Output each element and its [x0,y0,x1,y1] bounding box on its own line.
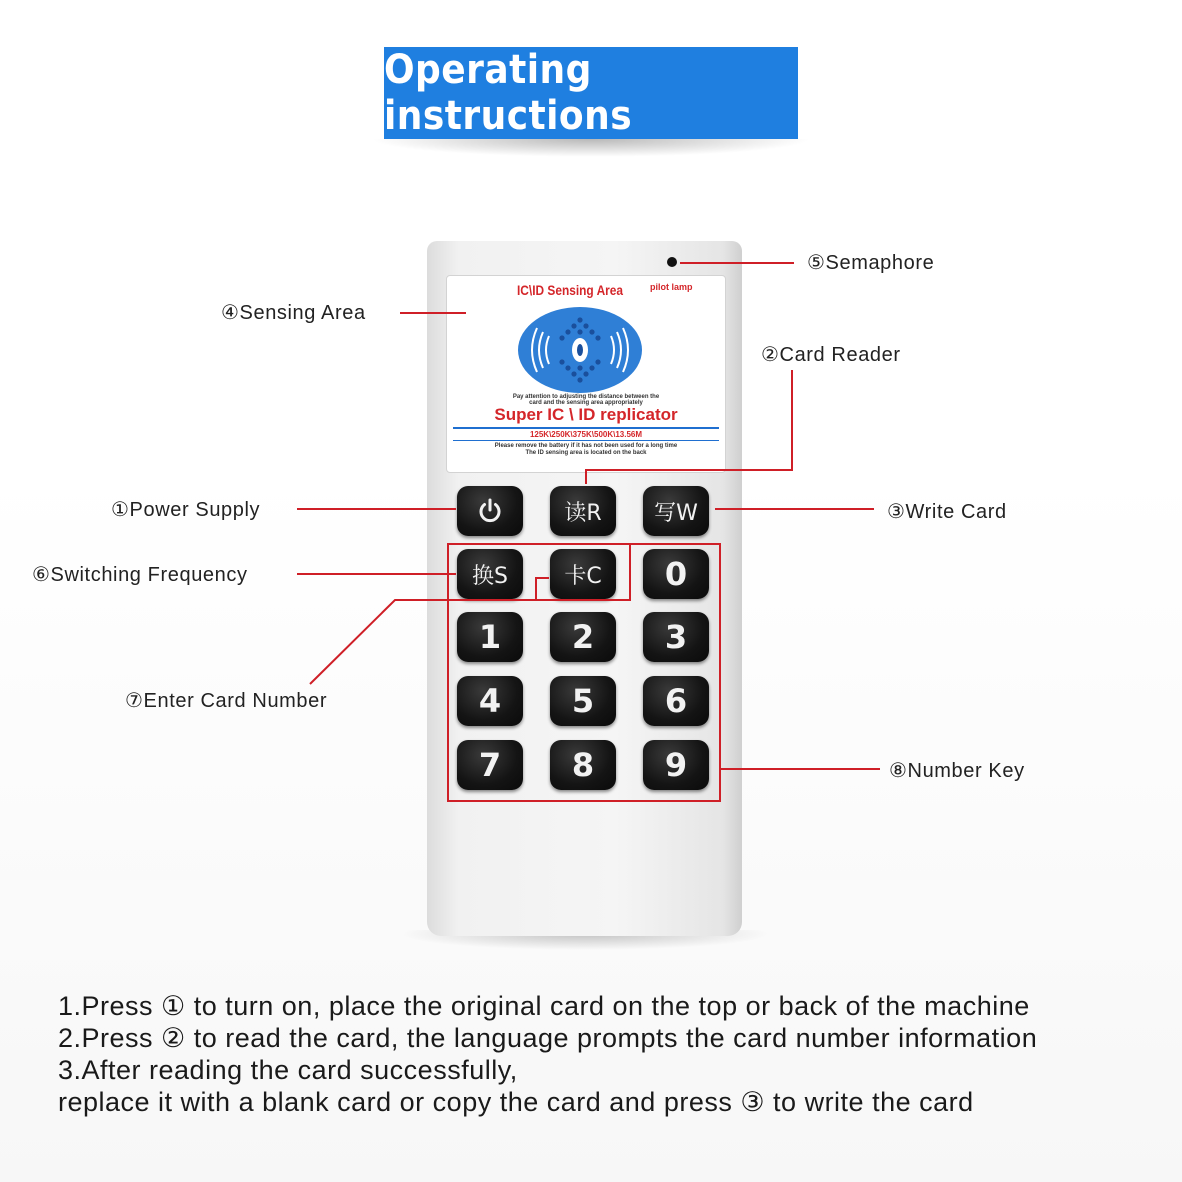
callout-power-supply: ①Power Supply [111,499,261,521]
instruction-step-2: 2.Press ② to read the card, the language prompts the card number information [58,1023,1038,1053]
number-key-1[interactable]: 1 [457,612,523,662]
callout-write-card: ③Write Card [887,501,1007,523]
number-key-3[interactable]: 3 [643,612,709,662]
read-button[interactable]: 读R [550,486,616,536]
sticker-warning-2: The ID sensing area is located on the back [525,450,647,456]
callout-sensing-area: ④Sensing Area [221,302,366,324]
number-key-6[interactable]: 6 [643,676,709,726]
number-key-5[interactable]: 5 [550,676,616,726]
instruction-step-3-continued: replace it with a blank card or copy the card and press ③ to write the card [58,1087,974,1117]
page-title: Operating instructions [384,47,798,139]
switch-frequency-button[interactable]: 换S [457,549,523,599]
callout-enter-card-number: ⑦Enter Card Number [125,690,328,712]
sticker-title: IC\ID Sensing Area [517,282,624,298]
callout-card-reader: ②Card Reader [761,344,901,366]
callout-semaphore: ⑤Semaphore [807,252,935,274]
callout-switching-frequency: ⑥Switching Frequency [32,564,248,586]
number-key-0[interactable]: 0 [643,549,709,599]
sticker-note-2: card and the sensing area appropriately [529,400,643,406]
callout-number-key: ⑧Number Key [889,760,1025,782]
sticker-note-1: Pay attention to adjusting the distance between the [512,394,660,400]
instruction-step-1: 1.Press ① to turn on, place the original card on the top or back of the machine [58,991,1030,1021]
instructions-list [58,990,1037,1118]
sticker-frequencies: 125K\250K\375K\500K\13.56M [529,430,643,439]
sticker-pilot-lamp-label: pilot lamp [650,282,693,292]
sticker-brand: Super IC \ ID replicator [494,405,678,424]
instruction-step-3: 3.After reading the card successfully, [58,1055,518,1085]
number-key-9[interactable]: 9 [643,740,709,790]
sticker-warning-1: Please remove the battery if it has not been used for a long time [494,443,678,449]
write-button[interactable]: 写W [643,486,709,536]
number-key-7[interactable]: 7 [457,740,523,790]
number-key-4[interactable]: 4 [457,676,523,726]
number-key-8[interactable]: 8 [550,740,616,790]
card-button[interactable]: 卡C [550,549,616,599]
number-key-2[interactable]: 2 [550,612,616,662]
